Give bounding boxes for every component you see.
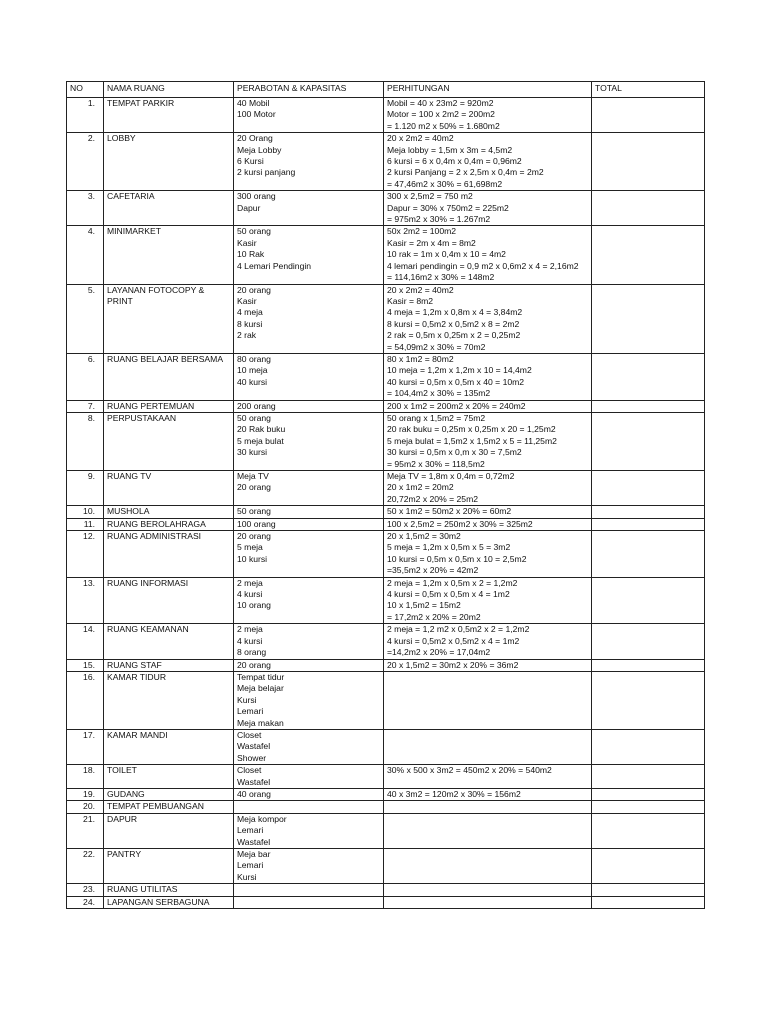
calculation-line: Motor = 100 x 2m2 = 200m2 (387, 109, 495, 120)
furniture-item: 20 orang (237, 659, 271, 670)
calculation-line: 8 kursi = 0,5m2 x 0,5m2 x 8 = 2m2 (387, 318, 520, 329)
calculation-cell (384, 506, 592, 518)
furniture-item: 50 orang (237, 412, 271, 423)
room-name-cell (104, 471, 234, 506)
furniture-capacity-cell (234, 353, 384, 400)
calculation-cell (384, 801, 592, 813)
calculation-line: 5 meja bulat = 1,5m2 x 1,5m2 x 5 = 11,25m2 (387, 435, 557, 446)
calculation-line: 2 meja = 1,2m x 0,5m x 2 = 1,2m2 (387, 577, 518, 588)
table-header-row (67, 82, 705, 98)
calculation-line: 2 kursi Panjang = 2 x 2,5m x 0,4m = 2m2 (387, 167, 544, 178)
room-name-line: MUSHOLA (107, 506, 150, 517)
calculation-line: = 104,4m2 x 30% = 135m2 (387, 388, 491, 399)
calculation-cell (384, 400, 592, 412)
furniture-item: 20 orang (237, 482, 271, 493)
furniture-item: Tempat tidur (237, 671, 285, 682)
furniture-item: Wastafel (237, 836, 271, 847)
table-row (67, 849, 705, 884)
furniture-item: 2 kursi panjang (237, 167, 296, 178)
calculation-cell (384, 518, 592, 530)
calculation-line: Dapur = 30% x 750m2 = 225m2 (387, 202, 509, 213)
room-name-cell (104, 506, 234, 518)
row-number: 10. (67, 506, 104, 518)
table-row (67, 896, 705, 908)
room-name-cell (104, 191, 234, 226)
calculation-line: 40 x 3m2 = 120m2 x 30% = 156m2 (387, 788, 521, 799)
calculation-cell (384, 531, 592, 578)
calculation-line: 20 x 2m2 = 40m2 (387, 133, 454, 144)
room-name-line: TEMPAT PEMBUANGAN (107, 801, 204, 812)
furniture-item: 4 Lemari Pendingin (237, 260, 312, 271)
row-number: 18. (67, 765, 104, 789)
furniture-item: Meja TV (237, 471, 269, 481)
room-name-line: MINIMARKET (107, 226, 161, 237)
furniture-item: Meja makan (237, 717, 284, 728)
table-row (67, 133, 705, 191)
furniture-item: 6 Kursi (237, 156, 264, 167)
calculation-line: 20 x 1m2 = 20m2 (387, 482, 454, 493)
row-number: 7. (67, 400, 104, 412)
room-name-cell (104, 284, 234, 353)
total-cell (592, 788, 705, 800)
calculation-line: 40 kursi = 0,5m x 0,5m x 40 = 10m2 (387, 376, 525, 387)
table-row (67, 471, 705, 506)
calculation-cell (384, 813, 592, 848)
furniture-capacity-cell (234, 765, 384, 789)
calculation-cell (384, 729, 592, 764)
calculation-line: Kasir = 2m x 4m = 8m2 (387, 237, 476, 248)
furniture-item: Lemari (237, 860, 264, 871)
furniture-item: 80 orang (237, 353, 271, 364)
total-cell (592, 531, 705, 578)
furniture-capacity-cell (234, 133, 384, 191)
furniture-capacity-cell (234, 884, 384, 896)
total-cell (592, 896, 705, 908)
calculation-cell (384, 849, 592, 884)
room-name-cell (104, 659, 234, 671)
total-cell (592, 412, 705, 470)
calculation-line: 50x 2m2 = 100m2 (387, 226, 457, 237)
calculation-line: 20 x 1,5m2 = 30m2 (387, 531, 461, 542)
calculation-line: 2 rak = 0,5m x 0,25m x 2 = 0,25m2 (387, 330, 521, 341)
calculation-cell (384, 353, 592, 400)
total-cell (592, 133, 705, 191)
calculation-cell (384, 624, 592, 659)
room-name-line: RUANG ADMINISTRASI (107, 531, 202, 542)
calculation-line: Kasir = 8m2 (387, 295, 434, 306)
room-name-cell (104, 671, 234, 729)
row-number: 23. (67, 884, 104, 896)
calculation-cell (384, 896, 592, 908)
room-name-cell (104, 896, 234, 908)
table-row (67, 400, 705, 412)
furniture-item: Shower (237, 752, 267, 763)
calculation-line: 30 kursi = 0,5m x 0,m x 30 = 7,5m2 (387, 447, 522, 458)
furniture-item: 4 kursi (237, 589, 263, 600)
row-number: 13. (67, 577, 104, 624)
row-number: 16. (67, 671, 104, 729)
room-name-line: PRINT (107, 295, 133, 306)
room-name-cell (104, 788, 234, 800)
furniture-capacity-cell (234, 531, 384, 578)
room-name-cell (104, 765, 234, 789)
room-name-cell (104, 518, 234, 530)
room-name-line: LAPANGAN SERBAGUNA (107, 896, 210, 907)
row-number: 5. (67, 284, 104, 353)
room-name-line: KAMAR TIDUR (107, 671, 167, 682)
calculation-line: 10 kursi = 0,5m x 0,5m x 10 = 2,5m2 (387, 553, 527, 564)
room-name-line: RUANG PERTEMUAN (107, 400, 195, 411)
furniture-item: Kursi (237, 694, 257, 705)
furniture-item: 50 orang (237, 506, 271, 517)
furniture-capacity-cell (234, 659, 384, 671)
header-no: NO (67, 82, 104, 98)
calculation-line: =35,5m2 x 20% = 42m2 (387, 565, 479, 576)
table-row (67, 729, 705, 764)
table-row (67, 671, 705, 729)
calculation-line: = 54,09m2 x 30% = 70m2 (387, 341, 486, 352)
furniture-capacity-cell (234, 98, 384, 133)
furniture-capacity-cell (234, 412, 384, 470)
room-name-cell (104, 801, 234, 813)
furniture-item: 10 kursi (237, 553, 268, 564)
room-name-cell (104, 353, 234, 400)
furniture-capacity-cell (234, 471, 384, 506)
total-cell (592, 671, 705, 729)
calculation-line: 6 kursi = 6 x 0,4m x 0,4m = 0,96m2 (387, 156, 522, 167)
calculation-line: 10 rak = 1m x 0,4m x 10 = 4m2 (387, 249, 506, 260)
furniture-item: 20 orang (237, 284, 271, 295)
calculation-line: = 95m2 x 30% = 118,5m2 (387, 458, 485, 469)
calculation-line: 50 x 1m2 = 50m2 x 20% = 60m2 (387, 506, 512, 517)
furniture-item: 20 Orang (237, 133, 273, 144)
total-cell (592, 624, 705, 659)
room-name-line: RUANG INFORMASI (107, 577, 189, 588)
row-number: 1. (67, 98, 104, 133)
furniture-item: Closet (237, 729, 262, 740)
furniture-capacity-cell (234, 788, 384, 800)
furniture-item: 200 orang (237, 400, 276, 411)
furniture-item: 4 meja (237, 307, 263, 318)
furniture-item: Meja kompor (237, 813, 287, 824)
row-number: 21. (67, 813, 104, 848)
furniture-item: 40 orang (237, 788, 271, 799)
total-cell (592, 729, 705, 764)
calculation-line: 20 rak buku = 0,25m x 0,25m x 20 = 1,25m2 (387, 424, 556, 435)
furniture-capacity-cell (234, 849, 384, 884)
calculation-cell (384, 412, 592, 470)
total-cell (592, 577, 705, 624)
furniture-capacity-cell (234, 577, 384, 624)
calculation-line: 300 x 2,5m2 = 750 m2 (387, 191, 473, 202)
room-name-line: PANTRY (107, 849, 142, 859)
furniture-item: 8 kursi (237, 318, 263, 329)
row-number: 14. (67, 624, 104, 659)
table-row (67, 659, 705, 671)
room-name-cell (104, 133, 234, 191)
furniture-capacity-cell (234, 729, 384, 764)
furniture-item: 10 orang (237, 600, 271, 611)
row-number: 17. (67, 729, 104, 764)
row-number: 11. (67, 518, 104, 530)
calculation-line: 4 lemari pendingin = 0,9 m2 x 0,6m2 x 4 = 2,16m2 (387, 260, 579, 271)
furniture-capacity-cell (234, 226, 384, 284)
calculation-line: = 975m2 x 30% = 1.267m2 (387, 214, 491, 225)
room-name-cell (104, 412, 234, 470)
table-row (67, 284, 705, 353)
calculation-line: Meja lobby = 1,5m x 3m = 4,5m2 (387, 144, 513, 155)
furniture-item: Lemari (237, 706, 264, 717)
calculation-line: 20 x 1,5m2 = 30m2 x 20% = 36m2 (387, 659, 519, 670)
calculation-line: 10 x 1,5m2 = 15m2 (387, 600, 461, 611)
row-number: 6. (67, 353, 104, 400)
furniture-item: 10 meja (237, 365, 268, 376)
table-row (67, 353, 705, 400)
furniture-capacity-cell (234, 896, 384, 908)
calculation-line: 4 kursi = 0,5m x 0,5m x 4 = 1m2 (387, 589, 510, 600)
calculation-line: 30% x 500 x 3m2 = 450m2 x 20% = 540m2 (387, 765, 552, 776)
table-row (67, 813, 705, 848)
calculation-cell (384, 471, 592, 506)
room-name-line: GUDANG (107, 788, 145, 799)
calculation-cell (384, 788, 592, 800)
furniture-item: 50 orang (237, 226, 271, 237)
furniture-item: Wastafel (237, 741, 271, 752)
calculation-line: = 114,16m2 x 30% = 148m2 (387, 272, 495, 283)
furniture-capacity-cell (234, 801, 384, 813)
table-row (67, 884, 705, 896)
furniture-item: 30 kursi (237, 447, 268, 458)
row-number: 24. (67, 896, 104, 908)
calculation-line: 5 meja = 1,2m x 0,5m x 5 = 3m2 (387, 542, 511, 553)
table-row (67, 98, 705, 133)
row-number: 9. (67, 471, 104, 506)
calculation-line: 50 orang x 1,5m2 = 75m2 (387, 412, 486, 423)
room-name-cell (104, 400, 234, 412)
table-row (67, 801, 705, 813)
furniture-item: 5 meja bulat (237, 435, 284, 446)
calculation-line: = 17,2m2 x 20% = 20m2 (387, 611, 481, 622)
calculation-line: Mobil = 40 x 23m2 = 920m2 (387, 98, 494, 108)
furniture-item: 10 Rak (237, 249, 265, 260)
furniture-item: Meja belajar (237, 683, 284, 694)
total-cell (592, 191, 705, 226)
calculation-cell (384, 765, 592, 789)
total-cell (592, 353, 705, 400)
total-cell (592, 518, 705, 530)
room-name-cell (104, 226, 234, 284)
furniture-item: 2 meja (237, 624, 263, 635)
calculation-cell (384, 226, 592, 284)
room-name-line: DAPUR (107, 813, 138, 824)
calculation-line: 80 x 1m2 = 80m2 (387, 353, 454, 364)
calculation-cell (384, 284, 592, 353)
calculation-line: 20,72m2 x 20% = 25m2 (387, 493, 479, 504)
furniture-capacity-cell (234, 624, 384, 659)
furniture-item: Kasir (237, 295, 257, 306)
furniture-item: 2 rak (237, 330, 257, 341)
room-name-cell (104, 849, 234, 884)
row-number: 19. (67, 788, 104, 800)
table-row (67, 531, 705, 578)
table-row (67, 191, 705, 226)
total-cell (592, 813, 705, 848)
furniture-item: 5 meja (237, 542, 263, 553)
furniture-item: Lemari (237, 825, 264, 836)
room-name-line: RUANG BELAJAR BERSAMA (107, 353, 224, 364)
calculation-line: =14,2m2 x 20% = 17,04m2 (387, 647, 491, 658)
table-row (67, 518, 705, 530)
room-name-line: LAYANAN FOTOCOPY & (107, 284, 205, 295)
calculation-line: 100 x 2,5m2 = 250m2 x 30% = 325m2 (387, 518, 533, 529)
row-number: 20. (67, 801, 104, 813)
furniture-capacity-cell (234, 506, 384, 518)
furniture-item: 40 kursi (237, 376, 268, 387)
furniture-item: Meja Lobby (237, 144, 282, 155)
room-name-line: RUANG TV (107, 471, 152, 481)
calculation-cell (384, 133, 592, 191)
calculation-cell (384, 884, 592, 896)
total-cell (592, 400, 705, 412)
room-name-cell (104, 531, 234, 578)
calculation-line: 20 x 2m2 = 40m2 (387, 284, 454, 295)
calculation-cell (384, 577, 592, 624)
furniture-item: Closet (237, 765, 262, 776)
calculation-line: = 47,46m2 x 30% = 61,698m2 (387, 178, 503, 189)
furniture-item: 20 Rak buku (237, 424, 286, 435)
header-perabotan-kapasitas: PERABOTAN & KAPASITAS (234, 82, 384, 98)
calculation-line: 200 x 1m2 = 200m2 x 20% = 240m2 (387, 400, 526, 411)
room-name-cell (104, 729, 234, 764)
calculation-cell (384, 98, 592, 133)
furniture-item: 20 orang (237, 531, 271, 542)
row-number: 12. (67, 531, 104, 578)
room-name-cell (104, 813, 234, 848)
furniture-item: Kasir (237, 237, 257, 248)
furniture-item: 100 orang (237, 518, 276, 529)
calculation-line: 4 meja = 1,2m x 0,8m x 4 = 3,84m2 (387, 307, 523, 318)
row-number: 4. (67, 226, 104, 284)
row-number: 8. (67, 412, 104, 470)
header-total: TOTAL (592, 82, 705, 98)
calculation-line: 4 kursi = 0,5m2 x 0,5m2 x 4 = 1m2 (387, 635, 520, 646)
calculation-line: = 1.120 m2 x 50% = 1.680m2 (387, 120, 500, 131)
room-name-cell (104, 624, 234, 659)
furniture-capacity-cell (234, 400, 384, 412)
calculation-line: Meja TV = 1,8m x 0,4m = 0,72m2 (387, 471, 515, 481)
room-name-line: CAFETARIA (107, 191, 155, 202)
total-cell (592, 506, 705, 518)
row-number: 15. (67, 659, 104, 671)
furniture-item: 100 Motor (237, 109, 276, 120)
furniture-capacity-cell (234, 191, 384, 226)
calculation-line: 2 meja = 1,2 m2 x 0,5m2 x 2 = 1,2m2 (387, 624, 530, 635)
room-name-line: LOBBY (107, 133, 136, 144)
furniture-item: 4 kursi (237, 635, 263, 646)
header-nama-ruang: NAMA RUANG (104, 82, 234, 98)
table-row (67, 624, 705, 659)
furniture-capacity-cell (234, 813, 384, 848)
total-cell (592, 659, 705, 671)
row-number: 22. (67, 849, 104, 884)
furniture-item: Kursi (237, 871, 257, 882)
space-program-table (66, 81, 705, 909)
total-cell (592, 471, 705, 506)
table-row (67, 506, 705, 518)
total-cell (592, 98, 705, 133)
furniture-capacity-cell (234, 284, 384, 353)
room-name-line: PERPUSTAKAAN (107, 412, 177, 423)
total-cell (592, 226, 705, 284)
room-name-line: RUANG KEAMANAN (107, 624, 189, 635)
table-row (67, 765, 705, 789)
row-number: 3. (67, 191, 104, 226)
furniture-item: 2 meja (237, 577, 263, 588)
table-row (67, 788, 705, 800)
table-row (67, 412, 705, 470)
header-perhitungan: PERHITUNGAN (384, 82, 592, 98)
calculation-line: 10 meja = 1,2m x 1,2m x 10 = 14,4m2 (387, 365, 532, 376)
row-number: 2. (67, 133, 104, 191)
furniture-item: Wastafel (237, 776, 271, 787)
furniture-item: 40 Mobil (237, 98, 270, 108)
table-row (67, 226, 705, 284)
room-name-line: KAMAR MANDI (107, 729, 168, 740)
total-cell (592, 765, 705, 789)
room-name-line: RUANG BEROLAHRAGA (107, 518, 206, 529)
room-name-line: RUANG STAF (107, 659, 162, 670)
calculation-cell (384, 671, 592, 729)
room-name-cell (104, 98, 234, 133)
furniture-item: 300 orang (237, 191, 276, 202)
total-cell (592, 284, 705, 353)
table-row (67, 577, 705, 624)
calculation-cell (384, 659, 592, 671)
furniture-capacity-cell (234, 518, 384, 530)
total-cell (592, 884, 705, 896)
total-cell (592, 849, 705, 884)
furniture-capacity-cell (234, 671, 384, 729)
furniture-item: Meja bar (237, 849, 271, 859)
furniture-item: 8 orang (237, 647, 267, 658)
room-name-cell (104, 577, 234, 624)
room-name-line: RUANG UTILITAS (107, 884, 178, 895)
calculation-cell (384, 191, 592, 226)
furniture-item: Dapur (237, 202, 261, 213)
room-name-cell (104, 884, 234, 896)
room-name-line: TOILET (107, 765, 137, 776)
total-cell (592, 801, 705, 813)
room-name-line: TEMPAT PARKIR (107, 98, 175, 108)
